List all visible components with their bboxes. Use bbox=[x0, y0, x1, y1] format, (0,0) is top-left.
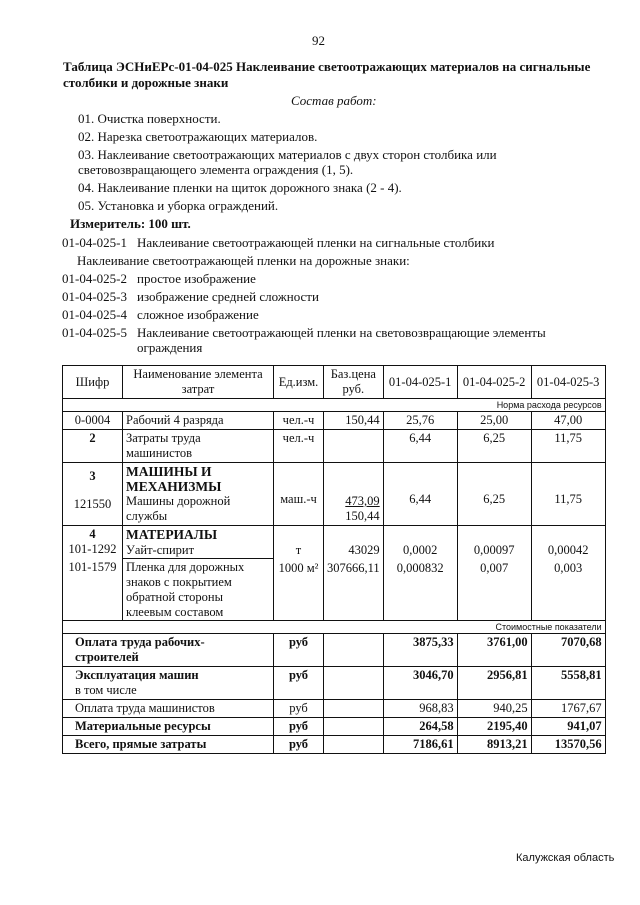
col-header-name: Наименование элемента затрат bbox=[123, 366, 274, 399]
cell-price bbox=[324, 634, 384, 667]
name-line: знаков с покрытием bbox=[126, 575, 232, 589]
cost-caption-row bbox=[63, 621, 606, 634]
work-item: 02. Нарезка светоотражающих материалов. bbox=[78, 129, 318, 144]
item-code: 01-04-025-5 bbox=[62, 325, 127, 340]
item-code: 01-04-025-3 bbox=[62, 289, 127, 304]
cell-code bbox=[63, 463, 123, 526]
work-item: 04. Наклеивание пленки на щиток дорожного знака (2 - 4). bbox=[78, 180, 402, 195]
cell-v3: 1767,67 bbox=[531, 700, 605, 718]
table-row bbox=[63, 412, 606, 430]
work-item: 05. Установка и уборка ограждений. bbox=[78, 198, 279, 213]
cell-v2 bbox=[457, 526, 531, 621]
cell-v1: 6,44 bbox=[383, 463, 457, 526]
value-line: 0,00042 bbox=[547, 543, 589, 557]
cell-v3: 5558,81 bbox=[531, 667, 605, 700]
resource-table-wrapper bbox=[62, 365, 606, 754]
cell-code bbox=[63, 526, 123, 621]
cell-name bbox=[123, 463, 274, 526]
cell-price bbox=[324, 718, 384, 736]
cell-v2: 940,25 bbox=[457, 700, 531, 718]
col-header-v3: 01-04-025-3 bbox=[531, 366, 605, 399]
section-title: МЕХАНИЗМЫ bbox=[126, 479, 222, 494]
cell-name: Материальные ресурсы bbox=[63, 718, 274, 736]
col-header-v2: 01-04-025-2 bbox=[457, 366, 531, 399]
cell-v1: 25,76 bbox=[383, 412, 457, 430]
item-text: Наклеивание светоотражающей пленки на дорожные знаки: bbox=[77, 253, 410, 268]
cost-row bbox=[63, 718, 606, 736]
cell-name bbox=[123, 526, 274, 621]
cell-unit: руб bbox=[274, 667, 324, 700]
cell-name bbox=[63, 634, 274, 667]
cost-row bbox=[63, 667, 606, 700]
name-line: службы bbox=[126, 509, 168, 523]
cost-row bbox=[63, 700, 606, 718]
table-header-row bbox=[63, 366, 606, 399]
unit-line: т bbox=[295, 543, 302, 557]
resource-table bbox=[62, 365, 606, 754]
item-text: ограждения bbox=[137, 340, 203, 355]
cell-code: 0-0004 bbox=[63, 412, 123, 430]
value-line: 0,007 bbox=[480, 561, 509, 575]
col-header-unit: Ед.изм. bbox=[274, 366, 324, 399]
table-row bbox=[63, 430, 606, 463]
composition-heading: Состав работ: bbox=[291, 93, 377, 108]
name-line: Машины дорожной bbox=[126, 494, 231, 508]
cell-v2: 25,00 bbox=[457, 412, 531, 430]
work-item: 01. Очистка поверхности. bbox=[78, 111, 221, 126]
table-title-line1: Таблица ЭСНиЕРс-01-04-025 Наклеивание светоотражающих материалов на сигнальные bbox=[63, 59, 591, 74]
price-line: 473,09 bbox=[345, 494, 380, 508]
cell-price bbox=[324, 736, 384, 754]
col-header-price: Баз.цена руб. bbox=[324, 366, 384, 399]
name-line: строителей bbox=[75, 650, 139, 664]
item-code: 01-04-025-2 bbox=[62, 271, 127, 286]
cell-v1: 6,44 bbox=[383, 430, 457, 463]
cell-name: Рабочий 4 разряда bbox=[123, 412, 274, 430]
value-line: 0,0002 bbox=[402, 543, 438, 557]
work-item: 03. Наклеивание светоотражающих материалов с двух сторон столбика или bbox=[78, 147, 497, 162]
price-line: 43029 bbox=[348, 543, 380, 557]
measurer: Измеритель: 100 шт. bbox=[70, 216, 191, 231]
norm-caption: Норма расхода ресурсов bbox=[63, 399, 606, 412]
item-text: изображение средней сложности bbox=[137, 289, 319, 304]
cell-name bbox=[123, 430, 274, 463]
cell-v1: 7186,61 bbox=[383, 736, 457, 754]
cell-v3: 11,75 bbox=[531, 463, 605, 526]
cell-price bbox=[324, 700, 384, 718]
table-title-line2: столбики и дорожные знаки bbox=[63, 75, 229, 90]
value-line: 0,000832 bbox=[396, 561, 444, 575]
cell-name: Всего, прямые затраты bbox=[63, 736, 274, 754]
name-line: в том числе bbox=[75, 683, 137, 697]
cost-row bbox=[63, 634, 606, 667]
cell-price bbox=[324, 667, 384, 700]
cell-price bbox=[324, 463, 384, 526]
cell-v1: 264,58 bbox=[383, 718, 457, 736]
name-line: Затраты труда bbox=[126, 431, 201, 445]
cell-price bbox=[324, 430, 384, 463]
section-number: 4 bbox=[89, 527, 96, 541]
cell-v2: 2956,81 bbox=[457, 667, 531, 700]
item-text: Наклеивание светоотражающей пленки на световозвращающие элементы bbox=[137, 325, 546, 340]
norm-caption-row bbox=[63, 399, 606, 412]
cell-name: Оплата труда машинистов bbox=[63, 700, 274, 718]
section-title: МАТЕРИАЛЫ bbox=[126, 527, 218, 542]
cell-v3 bbox=[531, 526, 605, 621]
item-code: 01-04-025-1 bbox=[62, 235, 127, 250]
cell-v2: 8913,21 bbox=[457, 736, 531, 754]
name-line: обратной стороны bbox=[126, 590, 223, 604]
cell-code: 2 bbox=[63, 430, 123, 463]
region-footer: Калужская область bbox=[516, 852, 615, 864]
table-row bbox=[63, 526, 606, 621]
col-header-v1: 01-04-025-1 bbox=[383, 366, 457, 399]
work-item: световозвращающего элемента ограждения (1, 5). bbox=[78, 162, 354, 177]
value-line: 0,003 bbox=[554, 561, 583, 575]
name-line: Уайт-спирит bbox=[126, 543, 195, 557]
cell-v3: 7070,68 bbox=[531, 634, 605, 667]
resource-code: 101-1292 bbox=[68, 542, 117, 556]
item-text: сложное изображение bbox=[137, 307, 259, 322]
name-line: машинистов bbox=[126, 446, 193, 460]
cell-v1: 968,83 bbox=[383, 700, 457, 718]
cell-v2: 2195,40 bbox=[457, 718, 531, 736]
cell-v2: 3761,00 bbox=[457, 634, 531, 667]
cell-v3: 941,07 bbox=[531, 718, 605, 736]
cell-unit: чел.-ч bbox=[274, 412, 324, 430]
cell-v1: 3875,33 bbox=[383, 634, 457, 667]
cell-v1 bbox=[383, 526, 457, 621]
page-number: 92 bbox=[312, 33, 325, 48]
cell-price: 150,44 bbox=[324, 412, 384, 430]
cell-price bbox=[324, 526, 384, 621]
item-text: простое изображение bbox=[137, 271, 256, 286]
cell-unit: руб bbox=[274, 718, 324, 736]
price-line: 307666,11 bbox=[327, 561, 380, 575]
name-line: Оплата труда рабочих- bbox=[75, 635, 205, 649]
cell-unit: руб bbox=[274, 634, 324, 667]
cell-v1: 3046,70 bbox=[383, 667, 457, 700]
cell-unit bbox=[274, 526, 324, 621]
name-line: Эксплуатация машин bbox=[75, 668, 199, 682]
price-line: 150,44 bbox=[345, 509, 380, 523]
cost-row bbox=[63, 736, 606, 754]
col-header-code: Шифр bbox=[63, 366, 123, 399]
cell-v3: 11,75 bbox=[531, 430, 605, 463]
cell-v2: 6,25 bbox=[457, 463, 531, 526]
resource-code: 121550 bbox=[73, 497, 112, 511]
value-line: 0,00097 bbox=[473, 543, 515, 557]
cell-unit: маш.-ч bbox=[274, 463, 324, 526]
cell-v3: 13570,56 bbox=[531, 736, 605, 754]
item-text: Наклеивание светоотражающей пленки на сигнальные столбики bbox=[137, 235, 495, 250]
name-line: Пленка для дорожных bbox=[123, 558, 273, 575]
cost-caption: Стоимостные показатели bbox=[63, 621, 606, 634]
section-number: 3 bbox=[89, 469, 96, 483]
resource-code: 101-1579 bbox=[68, 560, 117, 574]
table-row bbox=[63, 463, 606, 526]
cell-unit: руб bbox=[274, 736, 324, 754]
item-code: 01-04-025-4 bbox=[62, 307, 127, 322]
cell-v2: 6,25 bbox=[457, 430, 531, 463]
unit-line: 1000 м² bbox=[278, 561, 319, 575]
cell-unit: руб bbox=[274, 700, 324, 718]
cell-name bbox=[63, 667, 274, 700]
cell-v3: 47,00 bbox=[531, 412, 605, 430]
section-title: МАШИНЫ И bbox=[126, 464, 212, 479]
cell-unit: чел.-ч bbox=[274, 430, 324, 463]
name-line: клеевым составом bbox=[126, 605, 224, 619]
